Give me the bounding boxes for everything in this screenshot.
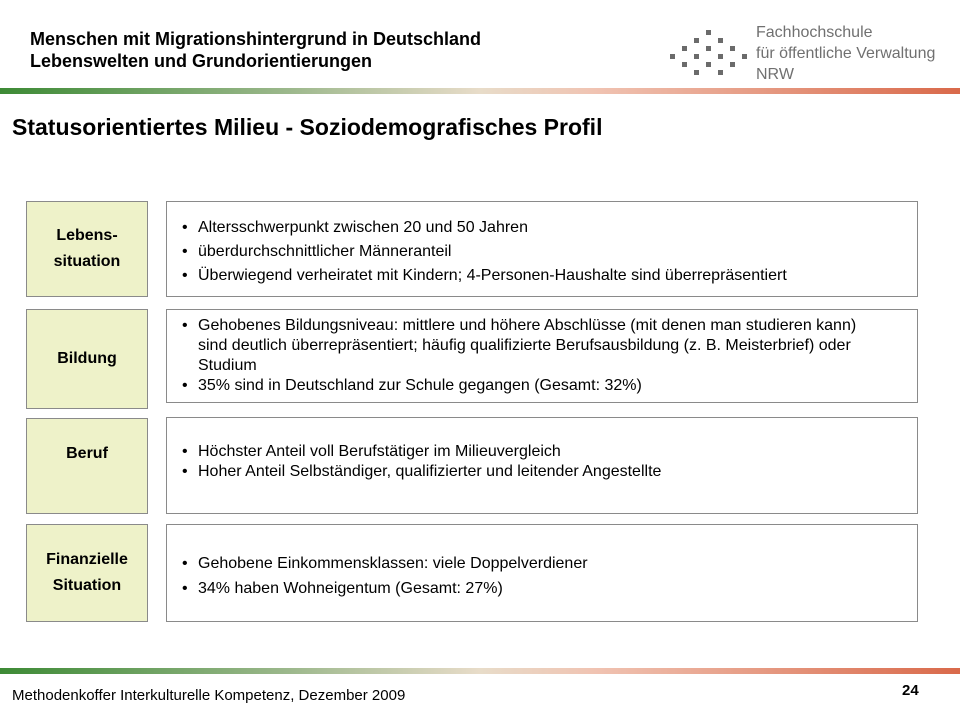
bullet-list [167, 442, 917, 482]
header-divider [0, 88, 960, 94]
bullet-list [167, 316, 917, 396]
bullet-list [167, 216, 917, 288]
section-content-finanzielle-situation [166, 524, 918, 622]
section-content-bildung [166, 309, 918, 403]
fh-logo-icon [668, 28, 758, 78]
list-item: • Gehobenes Bildungsniveau: mittlere und höhere Abschlüsse (mit denen man studieren kann) sind deutlich überrepräsentiert; häufig qualifizierte Berufsausbildung (z. B. Meisterbrief) oder Studium [167, 316, 873, 376]
list-item: • überdurchschnittlicher Männeranteil [167, 240, 917, 264]
section-content-lebenssituation [166, 201, 918, 297]
header-title [30, 28, 481, 72]
section-label-line1: Beruf [66, 445, 108, 462]
section-label-line1: Lebens- [56, 227, 118, 244]
section-content-beruf [166, 417, 918, 514]
footer-divider [0, 668, 960, 674]
header-title-line2: Lebenswelten und Grundorientierungen [30, 51, 373, 71]
section-label-beruf [26, 418, 148, 514]
section-label-lebenssituation [26, 201, 148, 297]
section-label-line2: situation [53, 253, 121, 270]
logo-text-line3: NRW [756, 66, 794, 83]
list-item: • 35% sind in Deutschland zur Schule gegangen (Gesamt: 32%) [167, 376, 873, 396]
footer-text: Methodenkoffer Interkulturelle Kompetenz, Dezember 2009 [12, 687, 406, 704]
bullet-list [167, 551, 917, 601]
list-item: • Höchster Anteil voll Berufstätiger im Milieuvergleich [167, 442, 917, 462]
section-label-bildung [26, 309, 148, 409]
list-item: • 34% haben Wohneigentum (Gesamt: 27%) [167, 576, 917, 601]
page-number: 24 [902, 682, 919, 699]
list-item: • Gehobene Einkommensklassen: viele Doppelverdiener [167, 551, 917, 576]
section-label-line1: Bildung [57, 350, 117, 367]
logo-text-line1: Fachhochschule [756, 24, 873, 41]
header-title-line1: Menschen mit Migrationshintergrund in Deutschland [30, 29, 482, 49]
section-label-line1: Finanzielle [46, 551, 128, 568]
list-item: • Hoher Anteil Selbständiger, qualifizierter und leitender Angestellte [167, 462, 917, 482]
slide-title: Statusorientiertes Milieu - Soziodemografisches Profil [12, 114, 603, 140]
logo-text [756, 22, 935, 85]
list-item: • Altersschwerpunkt zwischen 20 und 50 Jahren [167, 216, 917, 240]
section-label-finanzielle-situation [26, 524, 148, 622]
section-label-line2: Situation [52, 577, 122, 594]
list-item: • Überwiegend verheiratet mit Kindern; 4-Personen-Haushalte sind überrepräsentiert [167, 264, 917, 288]
logo-text-line2: für öffentliche Verwaltung [756, 45, 936, 62]
